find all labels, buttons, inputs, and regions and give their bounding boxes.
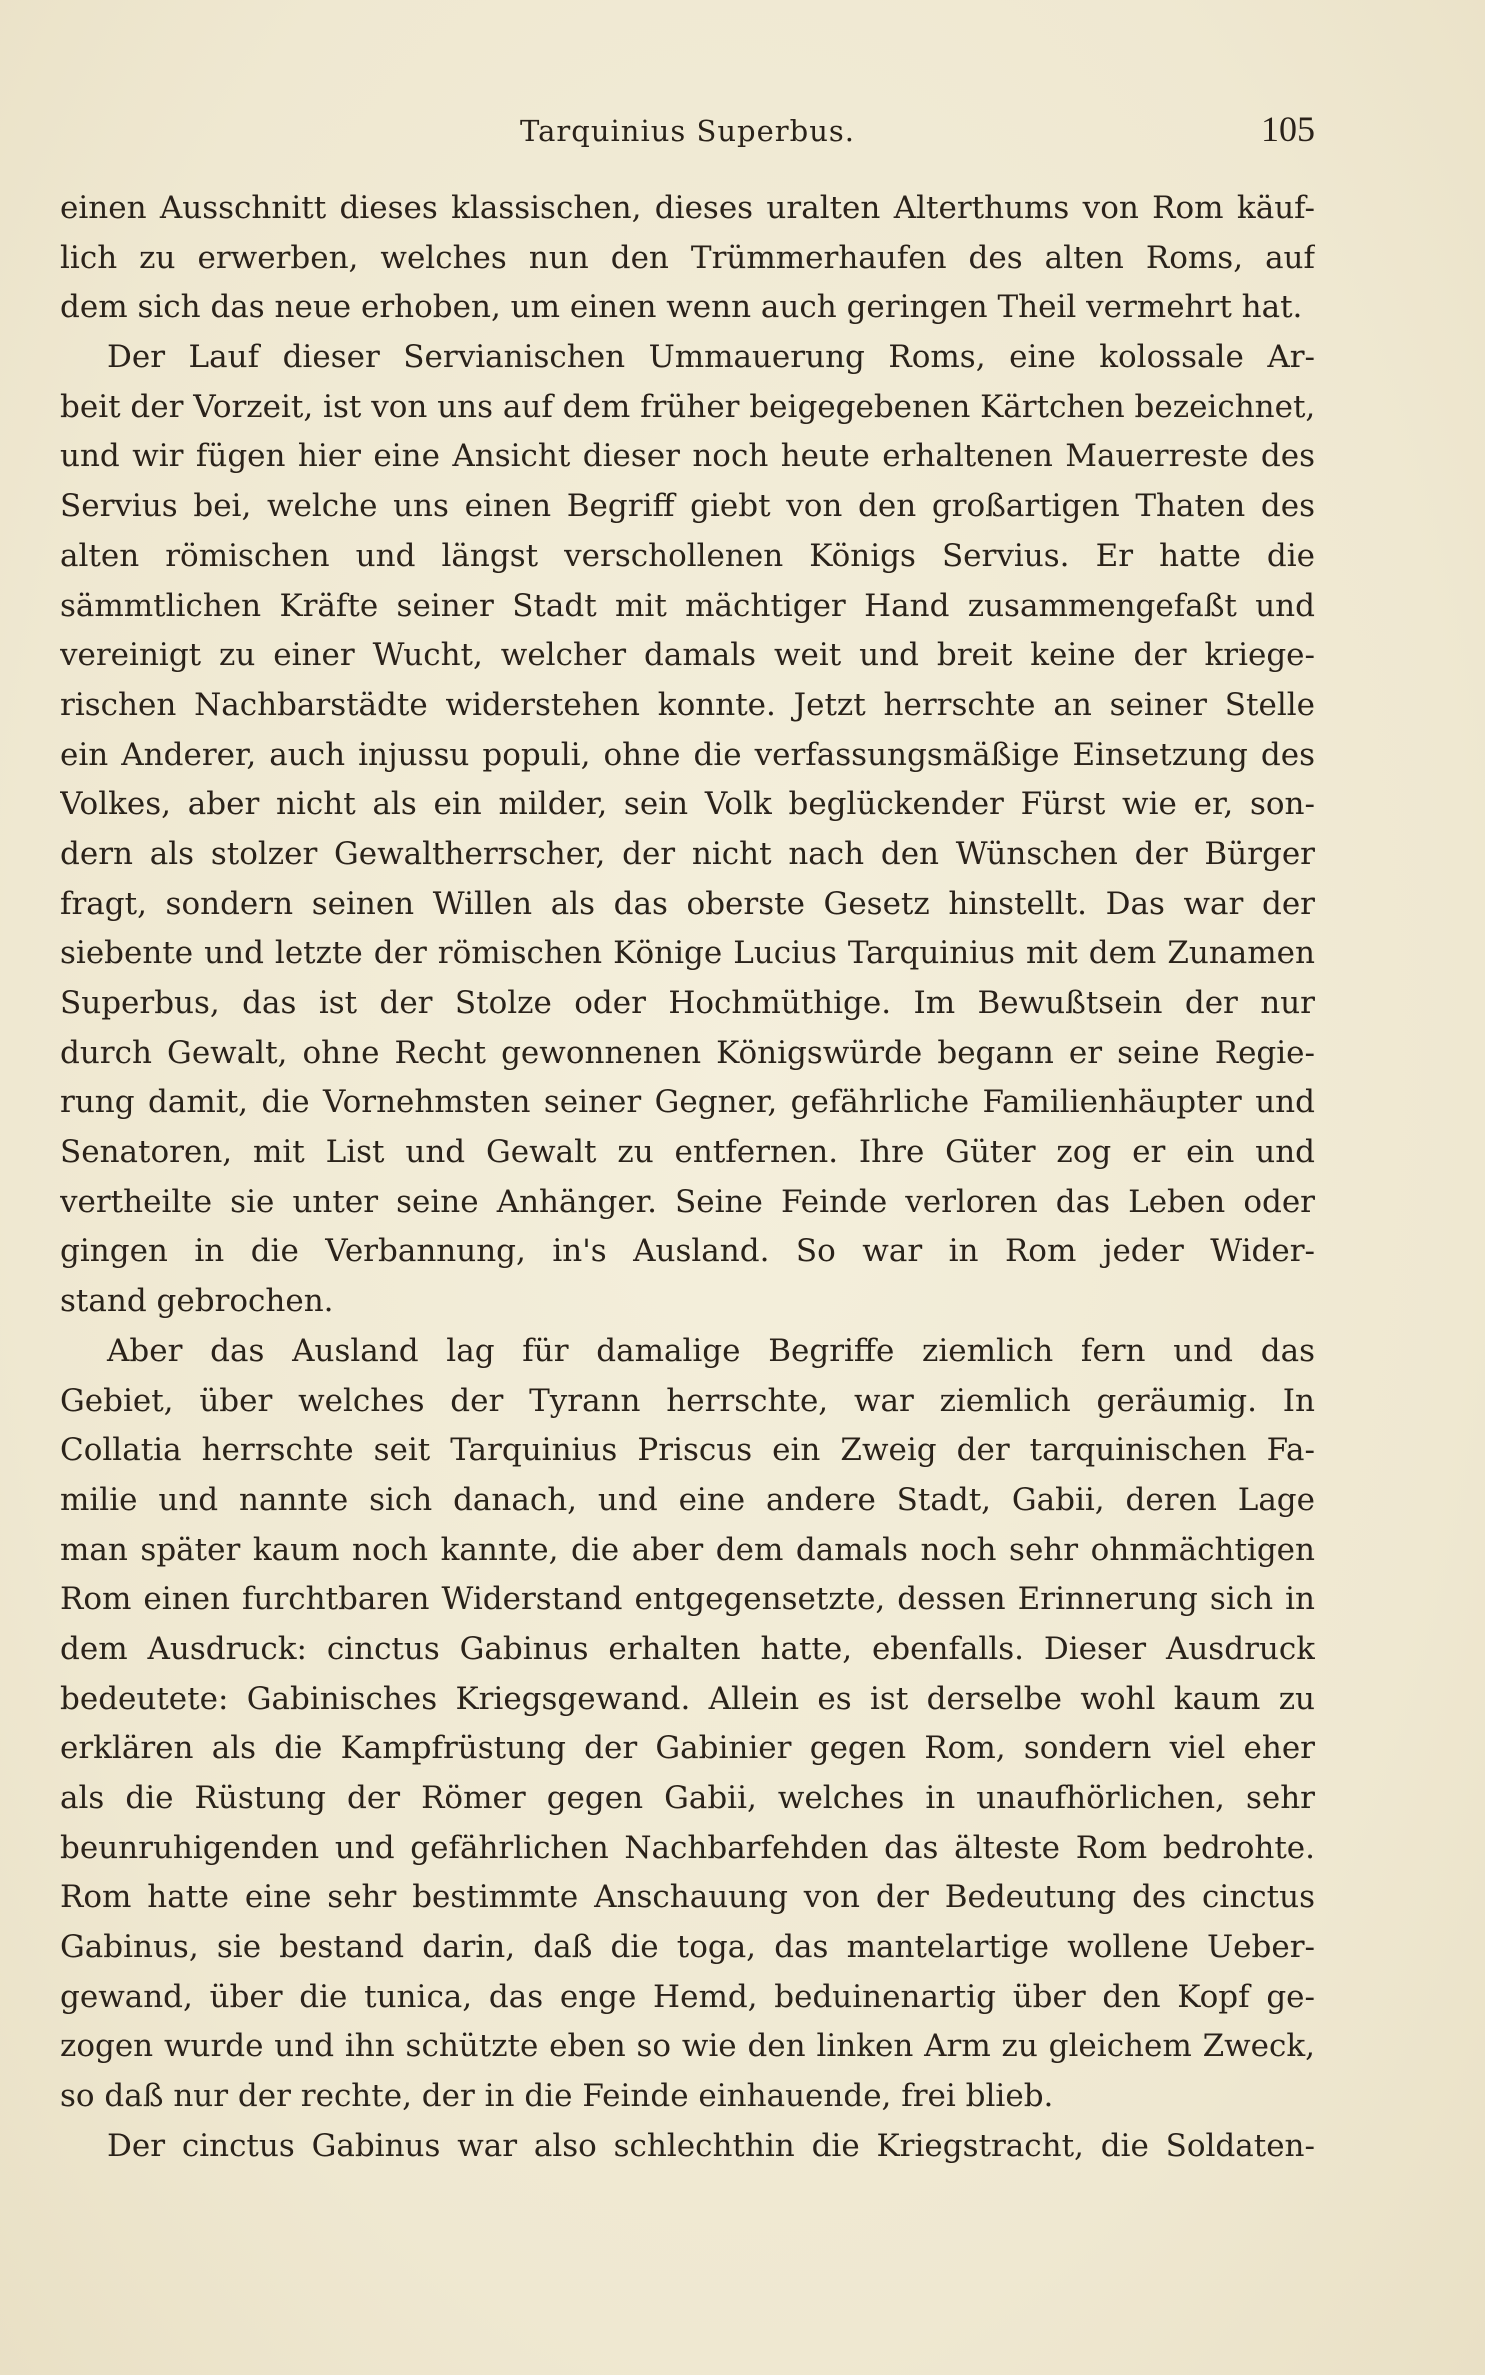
text-line: Der Lauf dieser Servianischen Ummauerung Roms, eine kolossale Ar- xyxy=(107,339,1315,376)
text-line: stand gebrochen. xyxy=(60,1283,334,1320)
text-line: und wir fügen hier eine Ansicht dieser noch heute erhaltenen Mauerreste des xyxy=(60,438,1315,475)
running-head: Tarquinius Superbus. xyxy=(520,114,855,148)
text-line: Volkes, aber nicht als ein milder, sein Volk beglückender Fürst wie er, son- xyxy=(60,786,1315,823)
body-text xyxy=(60,184,1315,2172)
text-line: sämmtlichen Kräfte seiner Stadt mit mächtiger Hand zusammengefaßt und xyxy=(60,587,1315,624)
text-line: Collatia herrschte seit Tarquinius Priscus ein Zweig der tarquinischen Fa- xyxy=(60,1432,1315,1469)
text-line: beit der Vorzeit, ist von uns auf dem früher beigegebenen Kärtchen bezeichnet, xyxy=(60,388,1315,425)
text-line: man später kaum noch kannte, die aber dem damals noch sehr ohnmächtigen xyxy=(60,1531,1315,1568)
text-line: Senatoren, mit List und Gewalt zu entfernen. Ihre Güter zog er ein und xyxy=(60,1134,1315,1171)
text-line: siebente und letzte der römischen Könige Lucius Tarquinius mit dem Zunamen xyxy=(60,935,1315,972)
text-line: Aber das Ausland lag für damalige Begriffe ziemlich fern und das xyxy=(107,1332,1315,1369)
text-line: beunruhigenden und gefährlichen Nachbarfehden das älteste Rom bedrohte. xyxy=(60,1829,1315,1866)
text-line: Superbus, das ist der Stolze oder Hochmüthige. Im Bewußtsein der nur xyxy=(60,985,1315,1021)
text-line: bedeutete: Gabinisches Kriegsgewand. Allein es ist derselbe wohl kaum zu xyxy=(60,1680,1315,1717)
text-line: rischen Nachbarstädte widerstehen konnte. Jetzt herrschte an seiner Stelle xyxy=(60,686,1315,723)
text-line: lich zu erwerben, welches nun den Trümmerhaufen des alten Roms, auf xyxy=(60,239,1315,276)
text-line: durch Gewalt, ohne Recht gewonnenen Königswürde begann er seine Regie- xyxy=(60,1034,1315,1071)
text-line: als die Rüstung der Römer gegen Gabii, welches in unaufhörlichen, sehr xyxy=(60,1780,1315,1816)
text-line: ein Anderer, auch injussu populi, ohne die verfassungsmäßige Einsetzung des xyxy=(60,736,1315,773)
text-line: fragt, sondern seinen Willen als das oberste Gesetz hinstellt. Das war der xyxy=(60,885,1315,922)
text-line: zogen wurde und ihn schützte eben so wie den linken Arm zu gleichem Zweck, xyxy=(60,2028,1315,2065)
text-line: Servius bei, welche uns einen Begriff giebt von den großartigen Thaten des xyxy=(60,488,1315,525)
text-line: dern als stolzer Gewaltherrscher, der nicht nach den Wünschen der Bürger xyxy=(60,835,1315,872)
text-line: vereinigt zu einer Wucht, welcher damals weit und breit keine der kriege- xyxy=(60,637,1315,674)
page-header xyxy=(60,108,1315,152)
text-line: rung damit, die Vornehmsten seiner Gegner, gefährliche Familienhäupter und xyxy=(60,1084,1315,1121)
text-line: Rom einen furchtbaren Widerstand entgegensetzte, dessen Erinnerung sich in xyxy=(60,1581,1315,1618)
text-line: gewand, über die tunica, das enge Hemd, beduinenartig über den Kopf ge- xyxy=(60,1978,1315,2015)
text-line: Rom hatte eine sehr bestimmte Anschauung von der Bedeutung des cinctus xyxy=(60,1879,1315,1916)
text-line: Gebiet, über welches der Tyrann herrschte, war ziemlich geräumig. In xyxy=(60,1382,1315,1419)
text-line: vertheilte sie unter seine Anhänger. Seine Feinde verloren das Leben oder xyxy=(60,1183,1315,1220)
text-line: erklären als die Kampfrüstung der Gabinier gegen Rom, sondern viel eher xyxy=(60,1730,1315,1767)
text-line: Der cinctus Gabinus war also schlechthin die Kriegstracht, die Soldaten- xyxy=(107,2127,1315,2164)
text-line: Gabinus, sie bestand darin, daß die toga, das mantelartige wollene Ueber- xyxy=(60,1929,1315,1966)
text-line: milie und nannte sich danach, und eine andere Stadt, Gabii, deren Lage xyxy=(60,1481,1315,1518)
page-number: 105 xyxy=(1261,109,1315,149)
text-line: alten römischen und längst verschollenen Königs Servius. Er hatte die xyxy=(60,537,1315,574)
text-line: dem sich das neue erhoben, um einen wenn auch geringen Theil vermehrt hat. xyxy=(60,289,1303,326)
text-line: gingen in die Verbannung, in's Ausland. So war in Rom jeder Wider- xyxy=(60,1233,1315,1270)
text-line: so daß nur der rechte, der in die Feinde einhauende, frei blieb. xyxy=(60,2078,1054,2115)
text-line: einen Ausschnitt dieses klassischen, dieses uralten Alterthums von Rom käuf- xyxy=(60,190,1315,226)
text-line: dem Ausdruck: cinctus Gabinus erhalten hatte, ebenfalls. Dieser Ausdruck xyxy=(60,1630,1315,1667)
